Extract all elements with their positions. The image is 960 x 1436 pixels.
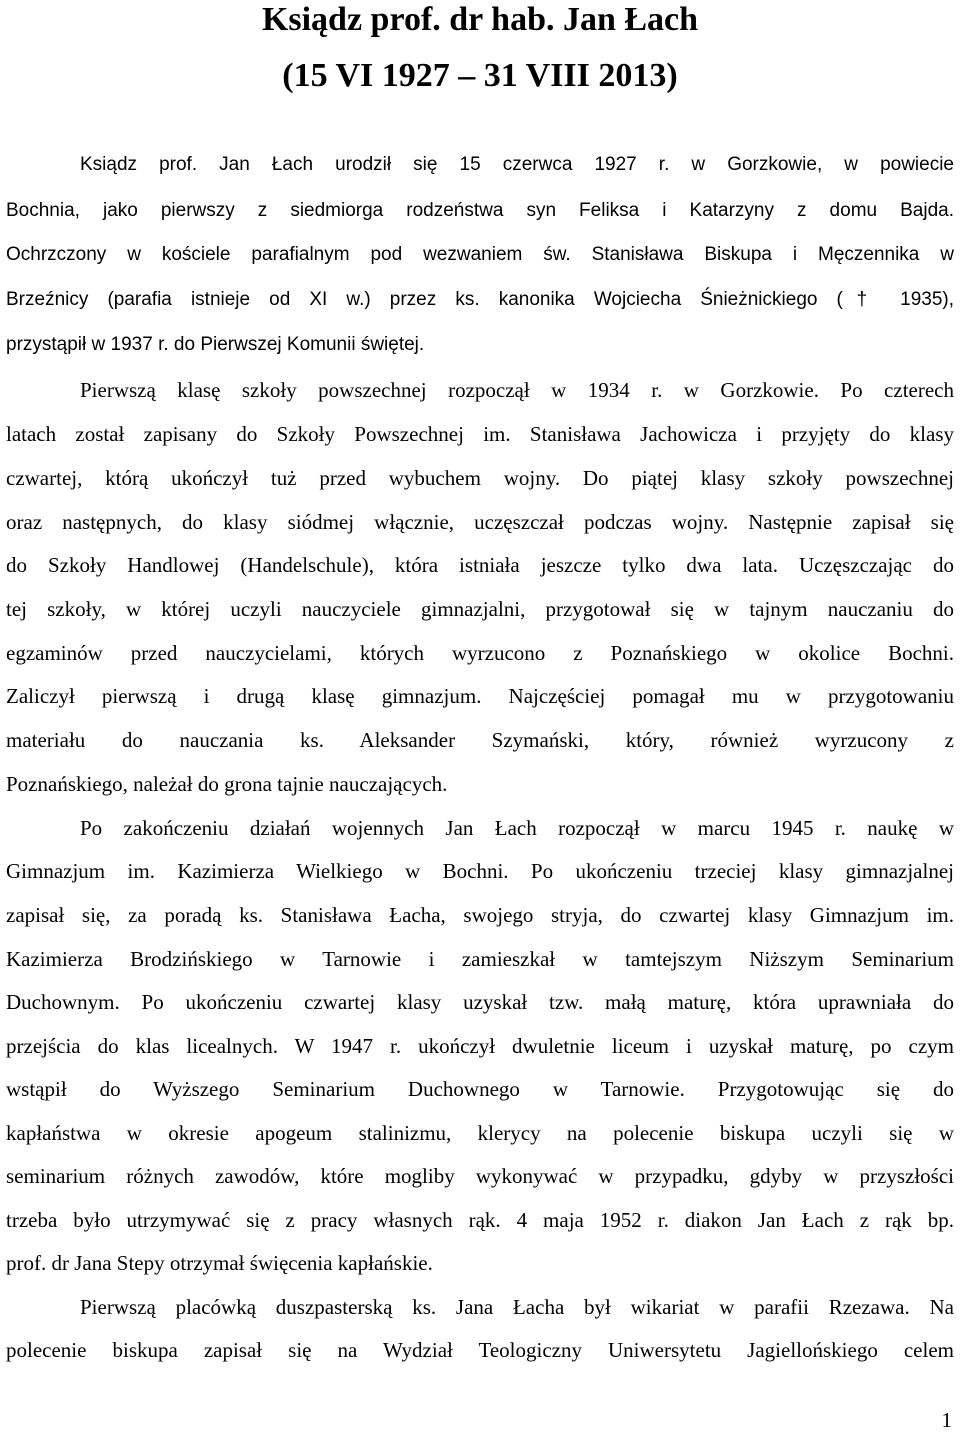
text-line: seminarium różnych zawodów, które mogliby wykonywać w przypadku, gdyby w przyszłości [6,1164,954,1188]
text-line: do Szkoły Handlowej (Handelschule), która istniała jeszcze tylko dwa lata. Uczęszczając do [6,553,954,577]
text-line: kapłaństwa w okresie apogeum stalinizmu, klerycy na polecenie biskupa uczyli się w [6,1121,954,1145]
text-line: latach został zapisany do Szkoły Powszechnej im. Stanisława Jachowicza i przyjęty do klasy [6,422,954,446]
text-line: Brzeźnicy (parafia istnieje od XI w.) przez ks. kanonika Wojciecha Śnieżnickiego († 1935), [6,289,954,310]
text-line: Pierwszą placówką duszpasterską ks. Jana Łacha był wikariat w parafii Rzezawa. Na [80,1295,954,1319]
text-line: polecenie biskupa zapisał się na Wydział Teologiczny Uniwersytetu Jagiellońskiego celem [6,1338,954,1362]
document-title: Ksiądz prof. dr hab. Jan Łach [261,1,699,38]
text-line: Ochrzczony w kościele parafialnym pod wezwaniem św. Stanisława Biskupa i Męczennika w [6,244,954,265]
text-line: Bochnia, jako pierwszy z siedmiorga rodzeństwa syn Feliksa i Katarzyny z domu Bajda. [6,200,954,221]
text-line: zapisał się, za poradą ks. Stanisława Łacha, swojego stryja, do czwartej klasy Gimnazjum im. [6,903,954,927]
text-line: Poznańskiego, należał do grona tajnie nauczających. [6,772,448,796]
text-line: przystąpił w 1937 r. do Pierwszej Komunii świętej. [6,334,425,355]
text-line: oraz następnych, do klasy siódmej włącznie, uczęszczał podczas wojny. Następnie zapisał się [6,510,954,534]
text-line: Po zakończeniu działań wojennych Jan Łach rozpoczął w marcu 1945 r. naukę w [80,816,954,840]
text-line: Ksiądz prof. Jan Łach urodził się 15 czerwca 1927 r. w Gorzkowie, w powiecie [80,154,954,175]
text-line: Duchownym. Po ukończeniu czwartej klasy uzyskał tzw. małą maturę, która uprawniała do [6,990,954,1014]
text-line: trzeba było utrzymywać się z pracy własnych rąk. 4 maja 1952 r. diakon Jan Łach z rąk bp. [6,1208,954,1232]
text-line: Zaliczył pierwszą i drugą klasę gimnazjum. Najczęściej pomagał mu w przygotowaniu [6,684,954,708]
text-line: Gimnazjum im. Kazimierza Wielkiego w Bochni. Po ukończeniu trzeciej klasy gimnazjalnej [6,859,954,883]
document-dates: (15 VI 1927 – 31 VIII 2013) [282,57,678,94]
text-line: czwartej, którą ukończył tuż przed wybuchem wojny. Do piątej klasy szkoły powszechnej [6,466,954,490]
text-line: prof. dr Jana Stepy otrzymał święcenia kapłańskie. [6,1251,433,1275]
text-line: materiału do nauczania ks. Aleksander Szymański, który, również wyrzucony z [6,728,954,752]
text-line: wstąpił do Wyższego Seminarium Duchownego w Tarnowie. Przygotowując się do [6,1077,954,1101]
text-line: tej szkoły, w której uczyli nauczyciele gimnazjalni, przygotował się w tajnym nauczaniu do [6,597,954,621]
text-line: Pierwszą klasę szkoły powszechnej rozpoczął w 1934 r. w Gorzkowie. Po czterech [80,378,954,402]
text-line: Kazimierza Brodzińskiego w Tarnowie i zamieszkał w tamtejszym Niższym Seminarium [6,947,954,971]
page-number: 1 [941,1408,952,1432]
text-line: przejścia do klas licealnych. W 1947 r. ukończył dwuletnie liceum i uzyskał maturę, po czym [6,1034,954,1058]
text-line: egzaminów przed nauczycielami, których wyrzucono z Poznańskiego w okolice Bochni. [6,641,954,665]
